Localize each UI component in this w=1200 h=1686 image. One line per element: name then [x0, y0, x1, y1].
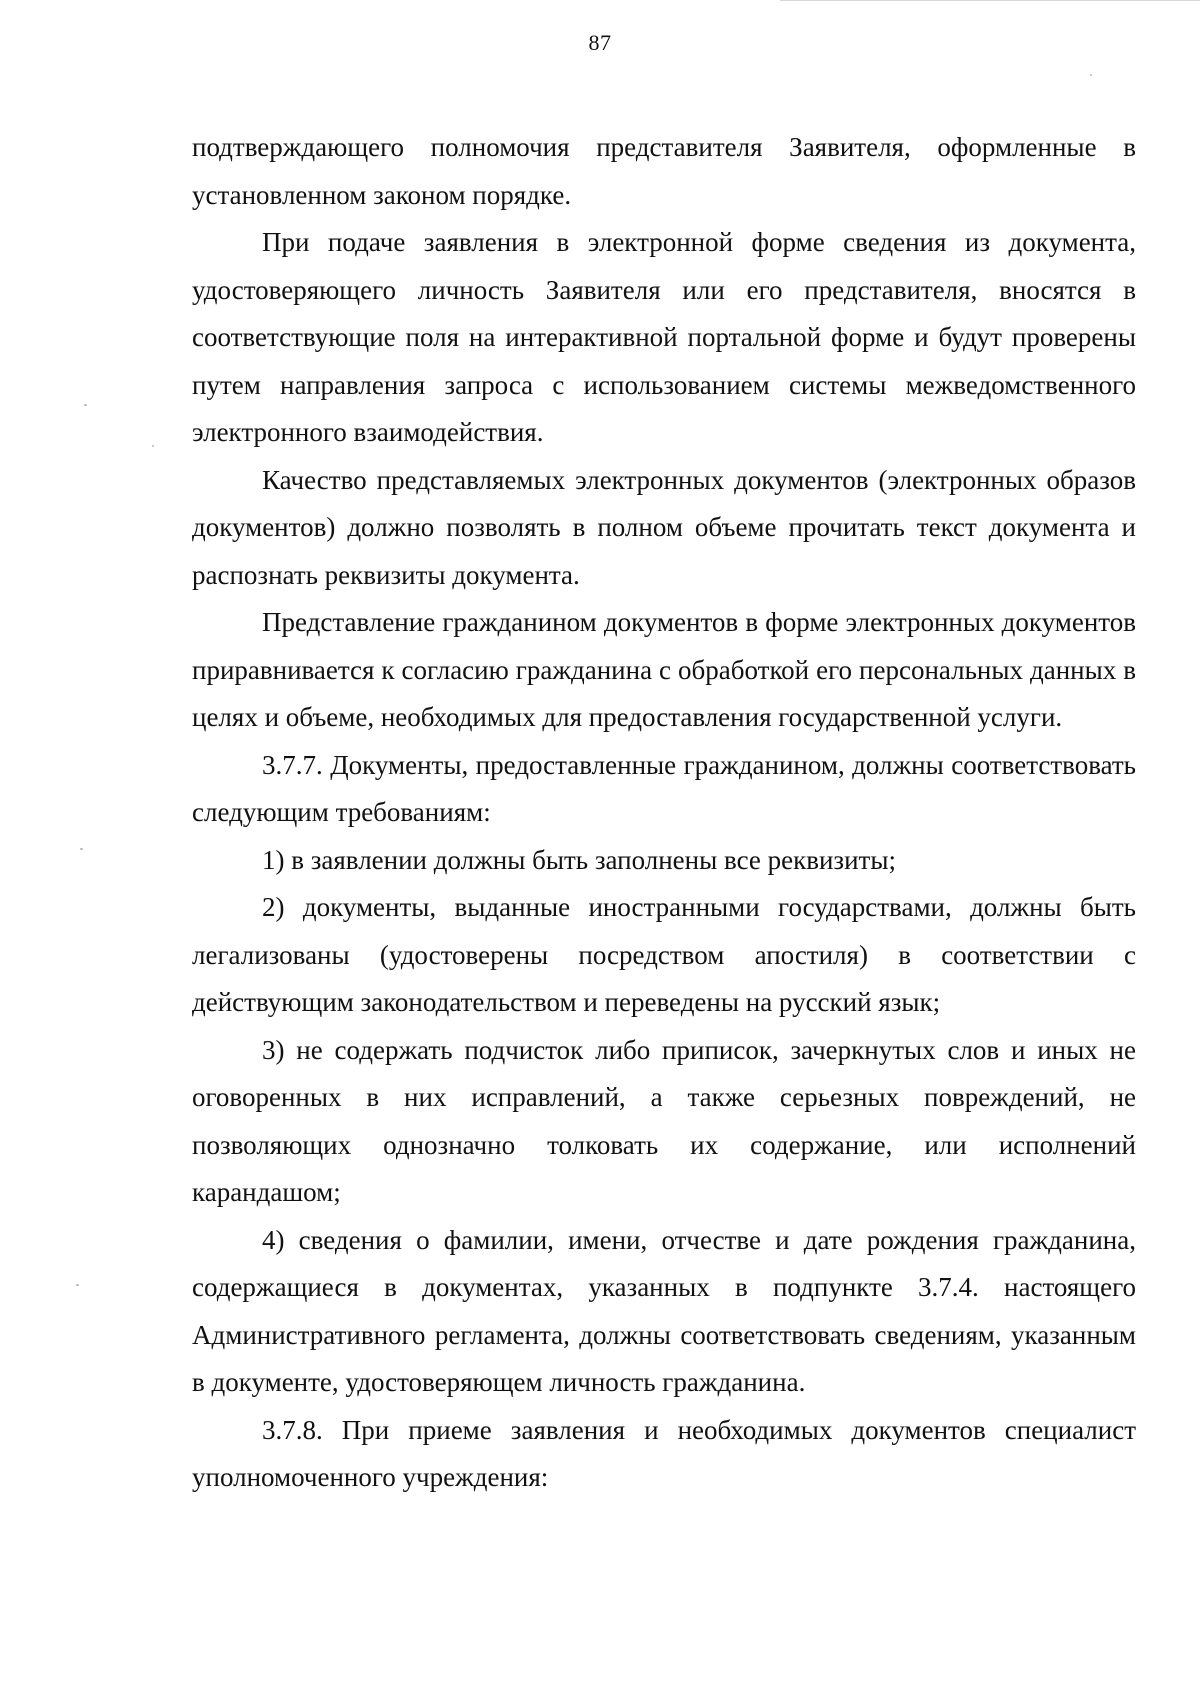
paragraph-personal-data-consent: Представление гражданином документов в форме электронных документов приравнивается к согласию гражданина с обработкой его персональных данных в целях и объеме, необходимых для предоставления государственной услуги.	[192, 607, 1136, 732]
list-item-2: 2) документы, выданные иностранными государствами, должны быть легализованы (удостоверены посредством апостиля) в соответствии с действующим законодательством и переведены на русский язык;	[192, 892, 1136, 1017]
paragraph-document-quality: Качество представляемых электронных документов (электронных образов документов) должно позволять в полном объеме прочитать текст документа и распознать реквизиты документа.	[192, 464, 1136, 590]
paragraph-electronic-submission: При подаче заявления в электронной форме сведения из документа, удостоверяющего личность Заявителя или его представителя, вносятся в соответствующие поля на интерактивной портальной форме и будут проверены путем направления запроса с использованием системы межведомственного электронного взаимодействия.	[192, 227, 1136, 447]
list-item-1: 1) в заявлении должны быть заполнены все реквизиты;	[262, 844, 896, 875]
scan-speck	[1090, 74, 1092, 76]
scan-speck	[80, 848, 83, 850]
scan-speck	[76, 1284, 79, 1286]
page-number: 87	[588, 30, 612, 55]
paragraph-continuation: подтверждающего полномочия представителя Заявителя, оформленные в установленном законом порядке.	[192, 132, 1136, 210]
list-item-3: 3) не содержать подчисток либо приписок, зачеркнутых слов и иных не оговоренных в них исправлений, а также серьезных повреждений, не позволяющих однозначно толковать их содержание, или исполнений карандашом;	[192, 1034, 1136, 1207]
scan-speck	[152, 445, 154, 447]
scan-edge-line	[780, 0, 1200, 1]
paragraph-section-3-7-8: 3.7.8. При приеме заявления и необходимых документов специалист уполномоченного учреждения:	[192, 1414, 1136, 1492]
scan-speck	[84, 404, 87, 406]
list-item-4: 4) сведения о фамилии, имени, отчестве и дате рождения гражданина, содержащиеся в документах, указанных в подпункте 3.7.4. настоящего Административного регламента, должны соответствовать сведениям, указанным в документе, удостоверяющем личность гражданина.	[192, 1224, 1136, 1397]
document-body	[192, 124, 1136, 1502]
paragraph-section-3-7-7: 3.7.7. Документы, предоставленные гражданином, должны соответствовать следующим требованиям:	[192, 749, 1136, 827]
